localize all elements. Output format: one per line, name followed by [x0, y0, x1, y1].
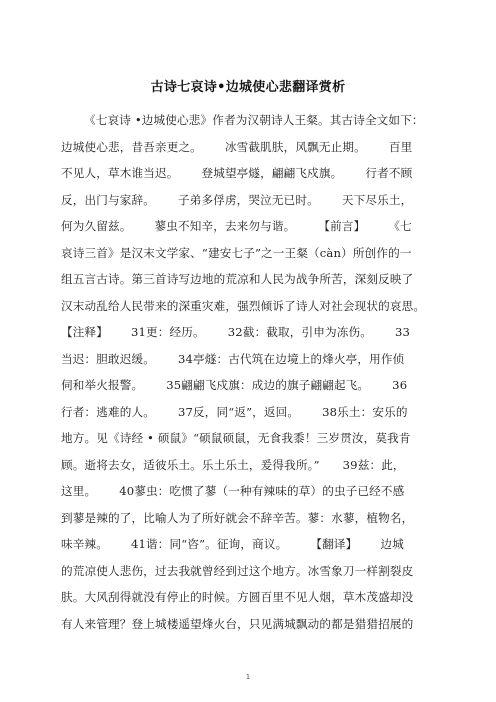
body-line: 行者：逃难的人。 37反，同“返”，返回。 38乐土：安乐的 — [61, 404, 408, 419]
body-line: 味辛辣。 41谐：同“咨”。征询，商议。 【翻译】 边城 — [61, 537, 404, 551]
body-line: 地方。见《诗经 • 硕鼠》“硕鼠硕鼠，无食我黍！三岁贯汝，莫我肯 — [61, 431, 411, 445]
body-line: 有人来管理？登上城楼遥望烽火台，只见满城飘动的都是猎猎招展的 — [61, 616, 414, 631]
document-title: 古诗七哀诗•边城使心悲翻译赏析 — [150, 80, 346, 95]
body-line: 伺和举火报警。 35翩翩飞戍旗：成边的旗子翩翩起飞。 36 — [61, 378, 408, 392]
body-line: 边城使心悲，昔吾亲更之。 冰雪截肌肤，风飘无止期。 百里 — [61, 139, 413, 154]
body-line: 哀诗三首》是汉末文学家、“建安七子”之一王粲（càn）所创作的一 — [61, 245, 412, 260]
body-line: 汉末动乱给人民带来的深重灾难，强烈倾诉了诗人对社会现状的哀思。 — [61, 298, 426, 313]
document-body — [61, 107, 439, 637]
body-line: 这里。 40蓼虫：吃惯了蓼（一种有辣味的草）的虫子已经不感 — [61, 484, 405, 498]
body-line: 顾。逝将去女，适彼乐土。乐土乐土，爰得我所。” 39兹：此， — [61, 457, 405, 472]
body-line: 组五言古诗。第三首诗写边地的荒凉和人民为战争所苦，深刻反映了 — [61, 272, 414, 286]
page-number: 1 — [245, 673, 251, 681]
body-line: 【注释】 31更：经历。 32截：截取，引申为冻伤。 33 — [61, 325, 411, 339]
body-line: 不见人，草木谁当迟。 登城望亭燧，翩翩飞戍旗。 行者不顾 — [61, 166, 413, 180]
body-line: 反，出门与家辞。 子弟多俘虏，哭泣无已时。 天下尽乐土， — [61, 192, 413, 207]
body-line: 到蓼是辣的了，比喻人为了所好就会不辞辛苦。蓼：水蓼，植物名， — [61, 510, 414, 525]
body-line: 当迟：胆敢迟缓。 34亭燧：古代筑在边境上的烽火亭，用作侦 — [61, 351, 405, 366]
body-line: 《七哀诗 •边城使心悲》作者为汉朝诗人王粲。其古诗全文如下： — [61, 113, 424, 127]
body-line: 何为久留兹。 蓼虫不知辛，去来勿与谐。 【前言】 《七 — [61, 219, 412, 233]
body-line: 肤。大风刮得就没有停止的时候。方圆百里不见人烟，草木茂盛却没 — [61, 590, 414, 604]
body-line: 的荒凉使人悲伤，过去我就曾经到过这个地方。冰雪象刀一样割裂皮 — [61, 563, 414, 578]
